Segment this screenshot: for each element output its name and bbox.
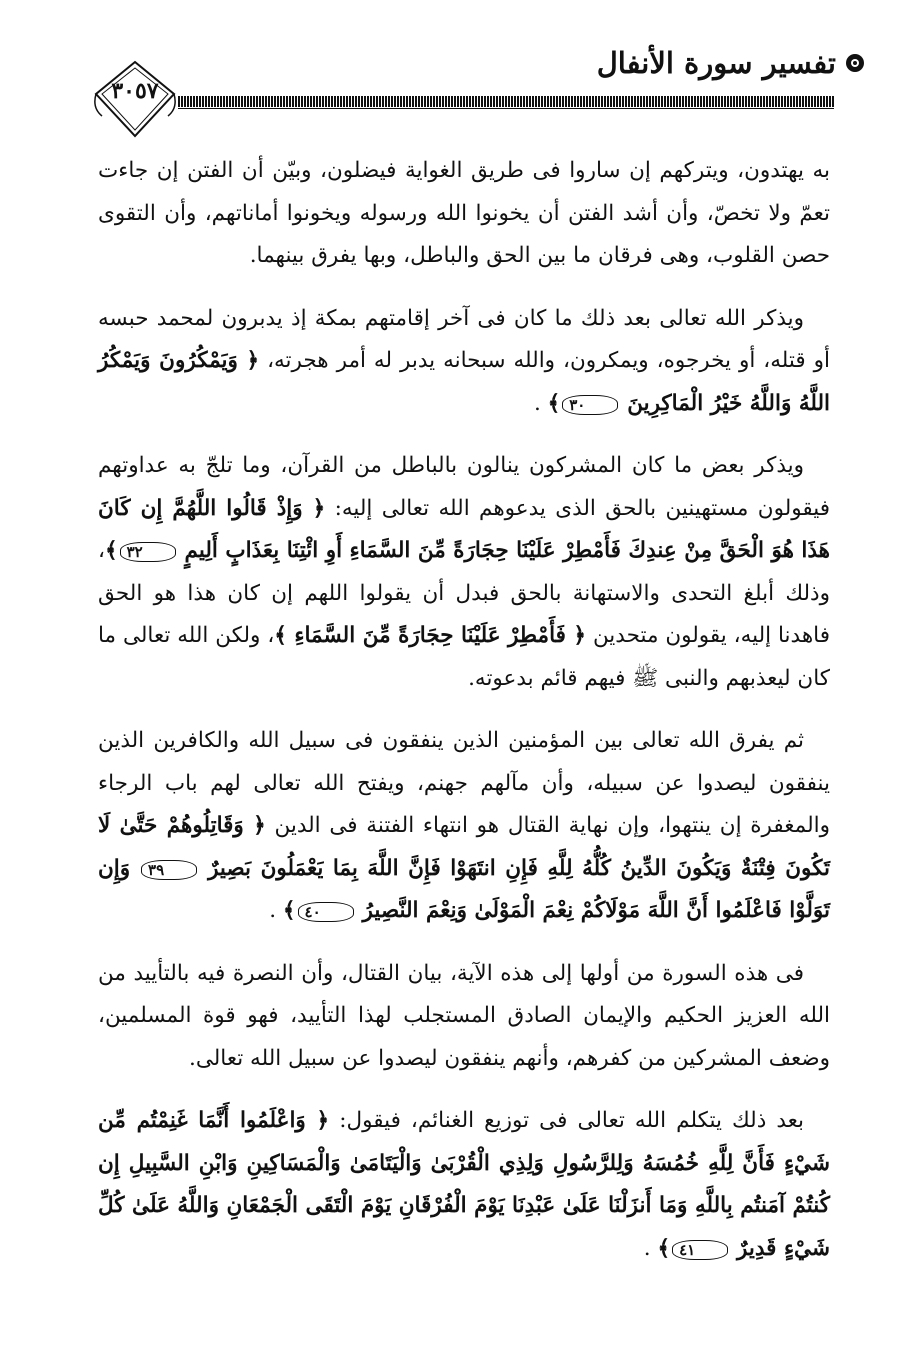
quran-bracket: ﴾ [547,390,561,416]
paragraph-text: ويذكر الله تعالى بعد ذلك ما كان فى آخر إقامتهم بمكة إذ يدبرون لمحمد حبسه أو قتله، أو يخرجوه، ويمكرون، والله سبحانه يدبر له أمر هجرته، [98,305,830,373]
paragraph-6 [98,1100,830,1270]
paragraph-text: . [269,898,277,923]
ornament-icon [844,52,866,74]
paragraph-text: ويذكر بعض ما كان المشركون ينالون بالباطل من القرآن، وما تلجّ به عداوتهم فيقولون مستهينين بالحق الذى يدعوهم الله تعالى إليه: [98,453,830,521]
page-header [0,0,924,150]
quran-bracket: ﴾ [104,538,118,563]
paragraph-text: . [643,1235,651,1261]
header-rule-thin [178,108,834,109]
paragraph-text: ثم يفرق الله تعالى بين المؤمنين الذين ينفقون فى سبيل الله والكافرين الذين ينفقون ليصدوا عن سبيله، وأن مآلهم جهنم، ويفتح الله تعالى لهم باب الرجاء والمغفرة إن ينتهوا، وإن نهاية القتال هو انتهاء الفتنة فى الدين [98,728,830,838]
quran-verse: ﴿ وَيَمْكُرُونَ وَيَمْكُرُ اللَّهُ وَاللَّهُ خَيْرُ الْمَاكِرِينَ [98,348,830,416]
header-rule [178,96,834,107]
quran-verse: ﴿ وَقَاتِلُوهُمْ حَتَّىٰ لَا تَكُونَ فِتْنَةٌ وَيَكُونَ الدِّينُ كُلُّهُ لِلَّهِ فَإِنِ انتَهَوْا فَإِنَّ اللَّهَ بِمَا يَعْمَلُونَ بَصِيرٌ [98,813,830,881]
quran-bracket: ﴾ [282,898,296,923]
paragraph-text: ، وذلك أبلغ التحدى والاستهانة بالحق فبدل أن يقولوا اللهم إن كان هذا هو الحق فاهدنا إليه، يقولون متحدين [98,538,830,648]
paragraph-text: ، ولكن الله تعالى ما كان ليعذبهم والنبى ﷺ فيهم قائم بدعوته. [98,623,830,691]
paragraph-text: بعد ذلك يتكلم الله تعالى فى توزيع الغنائم، فيقول: [339,1108,804,1133]
quran-verse: ﴿ فَأَمْطِرْ عَلَيْنَا حِجَارَةً مِّنَ السَّمَاءِ ﴾ [274,623,587,648]
paragraph-3 [98,445,830,700]
paragraph-2 [98,298,830,426]
quran-verse: ﴿ وَاعْلَمُوا أَنَّمَا غَنِمْتُم مِّن شَيْءٍ فَأَنَّ لِلَّهِ خُمُسَهُ وَلِلرَّسُولِ وَلِذِي الْقُرْبَىٰ وَالْيَتَامَىٰ وَالْمَسَاكِينِ وَابْنِ السَّبِيلِ إِن كُنتُمْ آمَنتُم بِاللَّهِ وَمَا أَنزَلْنَا عَلَىٰ عَبْدِنَا يَوْمَ الْفُرْقَانِ يَوْمَ الْتَقَى الْجَمْعَانِ وَاللَّهُ عَلَىٰ كُلِّ شَيْءٍ قَدِيرٌ [98,1108,830,1261]
quran-verse: وَإِن تَوَلَّوْا فَاعْلَمُوا أَنَّ اللَّهَ مَوْلَاكُمْ نِعْمَ الْمَوْلَىٰ وَنِعْمَ النَّصِيرُ [98,855,830,923]
verse-number: ٤١ [672,1240,728,1260]
paragraph-4 [98,720,830,933]
quran-verse: ﴿ وَإِذْ قَالُوا اللَّهُمَّ إِن كَانَ هَذَا هُوَ الْحَقَّ مِنْ عِندِكَ فَأَمْطِرْ عَلَيْنَا حِجَارَةً مِّنَ السَّمَاءِ أَوِ ائْتِنَا بِعَذَابٍ أَلِيمٍ [98,495,830,563]
paragraph-1: به يهتدون، ويتركهم إن ساروا فى طريق الغواية فيضلون، وبيّن أن الفتن إن جاءت تعمّ ولا تخصّ، وأن أشد الفتن أن يخونوا الله ورسوله ويخونوا أماناتهم، وأن التقوى حصن القلوب، وهى فرقان ما بين الحق والباطل، وبها يفرق بينهما. [98,158,831,268]
verse-number: ٣٠ [562,395,618,415]
verse-number: ٤٠ [298,902,354,922]
paragraph-text: . [533,390,541,416]
page-number: ٣٠٥٧ [111,78,159,104]
verse-number: ٣٩ [141,860,197,880]
surah-title: تفسير سورة الأنفال [596,46,836,80]
quran-bracket: ﴾ [657,1235,671,1261]
page-body [98,150,830,1290]
verse-number: ٣٢ [120,542,176,562]
running-header [597,46,866,80]
paragraph-5: فى هذه السورة من أولها إلى هذه الآية، بيان القتال، وأن النصرة فيه بالتأييد من الله العزيز الحكيم والإيمان الصادق المستجلب لهذا التأييد، فهو قوة المسلمين، وضعف المشركين من كفرهم، وأنهم ينفقون ليصدوا عن سبيل الله تعالى. [98,960,830,1071]
